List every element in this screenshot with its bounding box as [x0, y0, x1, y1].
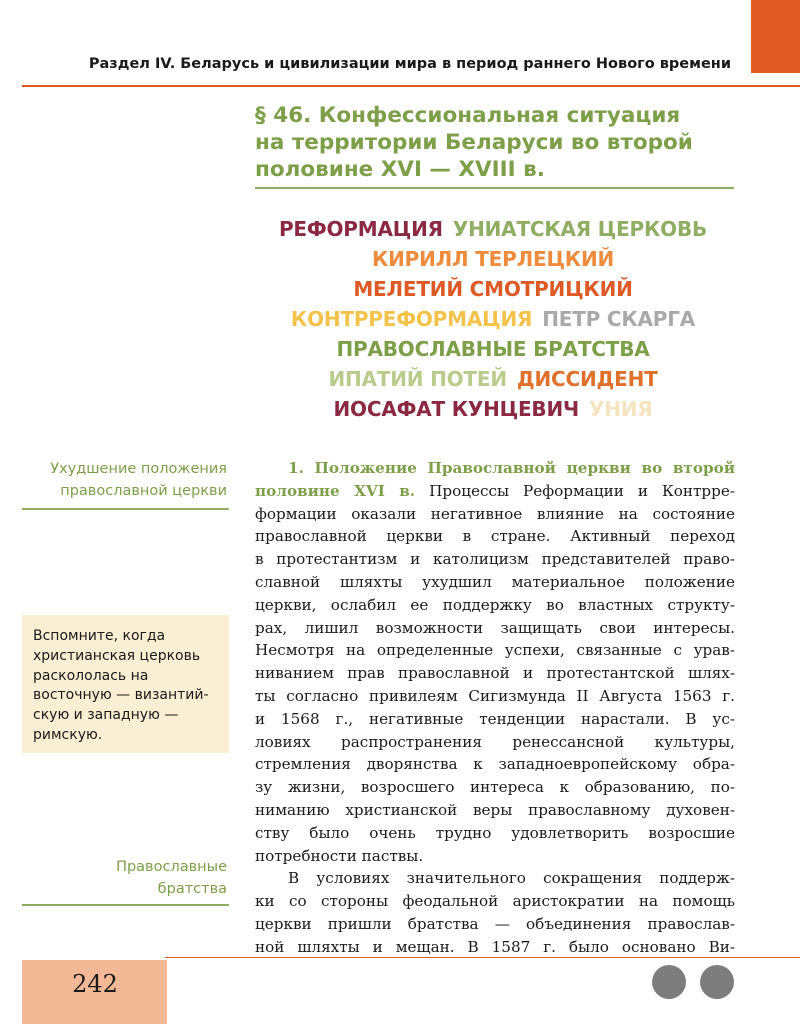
- body-line-text: в протестантизм и католицизм представителей право-: [255, 550, 735, 569]
- footer-divider: [165, 957, 800, 958]
- body-line: [255, 799, 735, 822]
- section-title-line: половине XVI — XVIII в.: [255, 157, 545, 182]
- recall-line: восточную — византий-: [33, 687, 209, 704]
- body-line-text: рах, лишил возможности защищать свои интересы.: [255, 618, 735, 637]
- keyword-cloud: [240, 214, 746, 424]
- recall-line: христианская церковь: [33, 647, 201, 664]
- body-line: [255, 731, 735, 754]
- body-line-text: ству было очень трудно удовлетворить возросшие: [255, 823, 735, 842]
- keyword: ПЕТР СКАРГА: [542, 307, 696, 331]
- body-line-text: зу жизни, возросшего интереса к образованию, по-: [255, 778, 735, 797]
- sidebar-divider: [22, 904, 229, 906]
- body-line: [255, 662, 735, 685]
- sidebar-heading-line: Ухудшение положения: [50, 461, 227, 477]
- keyword: МЕЛЕТИЙ СМОТРИЦКИЙ: [353, 277, 633, 301]
- body-line: [255, 708, 735, 731]
- header-accent-block: [751, 0, 800, 73]
- recall-question-box: [22, 615, 229, 753]
- body-line: [255, 639, 735, 662]
- recall-line: раскололась на: [33, 667, 149, 684]
- body-line: [255, 890, 735, 913]
- body-line-text: ниманию христианской веры православному духовен-: [255, 800, 735, 819]
- recall-line: Вспомните, когда: [33, 628, 166, 644]
- body-line: [255, 457, 735, 480]
- keyword: КОНТРРЕФОРМАЦИЯ: [290, 307, 533, 331]
- page-number: 242: [72, 970, 118, 998]
- body-line: [255, 594, 735, 617]
- body-line: [255, 936, 735, 959]
- keyword-row: [240, 274, 746, 304]
- body-line: [255, 685, 735, 708]
- chapter-header: Раздел IV. Беларусь и цивилизации мира в период раннего Нового времени: [88, 56, 731, 72]
- body-line-text: ки со стороны феодальной аристократии на помощь: [255, 892, 735, 911]
- keyword-row: [240, 244, 746, 274]
- body-line-text: ты согласно привилеям Сигизмунда II Августа 1563 г.: [255, 686, 735, 705]
- body-line: [255, 503, 735, 526]
- paragraph-heading: 1. Положение Православной церкви во второй: [288, 459, 735, 477]
- recall-line: римскую.: [33, 726, 103, 743]
- body-line-text: ной шляхты и мещан. В 1587 г. было основано Ви-: [255, 937, 735, 956]
- next-page-button[interactable]: [700, 965, 734, 999]
- body-line-text: формации оказали негативное влияние на состояние: [255, 504, 735, 523]
- body-line-text: церкви, ослабил ее поддержку во властных структу-: [255, 595, 735, 614]
- body-line-text: стремления дворянства к западноевропейскому обра-: [255, 755, 735, 774]
- title-divider: [255, 187, 734, 189]
- sidebar-heading-brotherhoods: [22, 856, 227, 900]
- body-line-text: В условиях значительного сокращения поддерж-: [288, 869, 735, 888]
- keyword: ИОСАФАТ КУНЦЕВИЧ: [333, 397, 579, 421]
- keyword-row: [240, 334, 746, 364]
- section-title: [255, 102, 745, 183]
- body-line: [255, 548, 735, 571]
- prev-page-button[interactable]: [652, 965, 686, 999]
- section-title-line: § 46. Конфессиональная ситуация: [255, 103, 681, 128]
- sidebar-heading-line: Православные: [116, 859, 227, 875]
- body-text: [255, 457, 735, 959]
- header-divider: [22, 85, 800, 87]
- body-line: [255, 525, 735, 548]
- body-line-text: потребности паствы.: [255, 846, 424, 865]
- body-line: [255, 822, 735, 845]
- sidebar-heading-line: братства: [157, 881, 227, 897]
- keyword-row: [240, 364, 746, 394]
- keyword: ИПАТИЙ ПОТЕЙ: [328, 367, 507, 391]
- body-line-text: Несмотря на определенные успехи, связанные с урав-: [255, 641, 735, 660]
- sidebar-heading-orthodox-church: [22, 458, 227, 502]
- body-line: [255, 776, 735, 799]
- body-line: [255, 845, 735, 868]
- recall-line: скую и западную —: [33, 707, 179, 724]
- body-line-text: православной церкви в стране. Активный переход: [255, 527, 735, 546]
- keyword: УНИАТСКАЯ ЦЕРКОВЬ: [452, 217, 708, 241]
- keyword: РЕФОРМАЦИЯ: [278, 217, 443, 241]
- body-line: [255, 480, 735, 503]
- keyword-row: [240, 394, 746, 424]
- body-line: [255, 867, 735, 890]
- body-line-text: ловиях распространения ренессансной культуры,: [255, 732, 735, 751]
- body-line-text: и 1568 г., негативные тенденции нарастали. В ус-: [255, 709, 735, 728]
- body-line-text: ниванием прав православной и протестантской шлях-: [255, 664, 735, 683]
- sidebar-divider: [22, 508, 229, 510]
- body-line-text: славной шляхты ухудшил материальное положение: [255, 572, 735, 591]
- keyword: ДИССИДЕНТ: [516, 367, 658, 391]
- body-line-text: Процессы Реформации и Контрре-: [415, 481, 735, 500]
- section-title-line: на территории Беларуси во второй: [255, 130, 693, 155]
- sidebar-heading-line: православной церкви: [60, 483, 227, 499]
- body-line: [255, 913, 735, 936]
- keyword-row: [240, 304, 746, 334]
- keyword: ПРАВОСЛАВНЫЕ БРАТСТВА: [336, 337, 650, 361]
- body-line: [255, 571, 735, 594]
- body-line: [255, 617, 735, 640]
- keyword: КИРИЛЛ ТЕРЛЕЦКИЙ: [371, 247, 615, 271]
- body-line: [255, 753, 735, 776]
- body-line-text: церкви пришли братства — объединения православ-: [255, 914, 735, 933]
- keyword: УНИЯ: [588, 397, 653, 421]
- keyword-row: [240, 214, 746, 244]
- paragraph-heading: половине XVI в.: [255, 481, 416, 500]
